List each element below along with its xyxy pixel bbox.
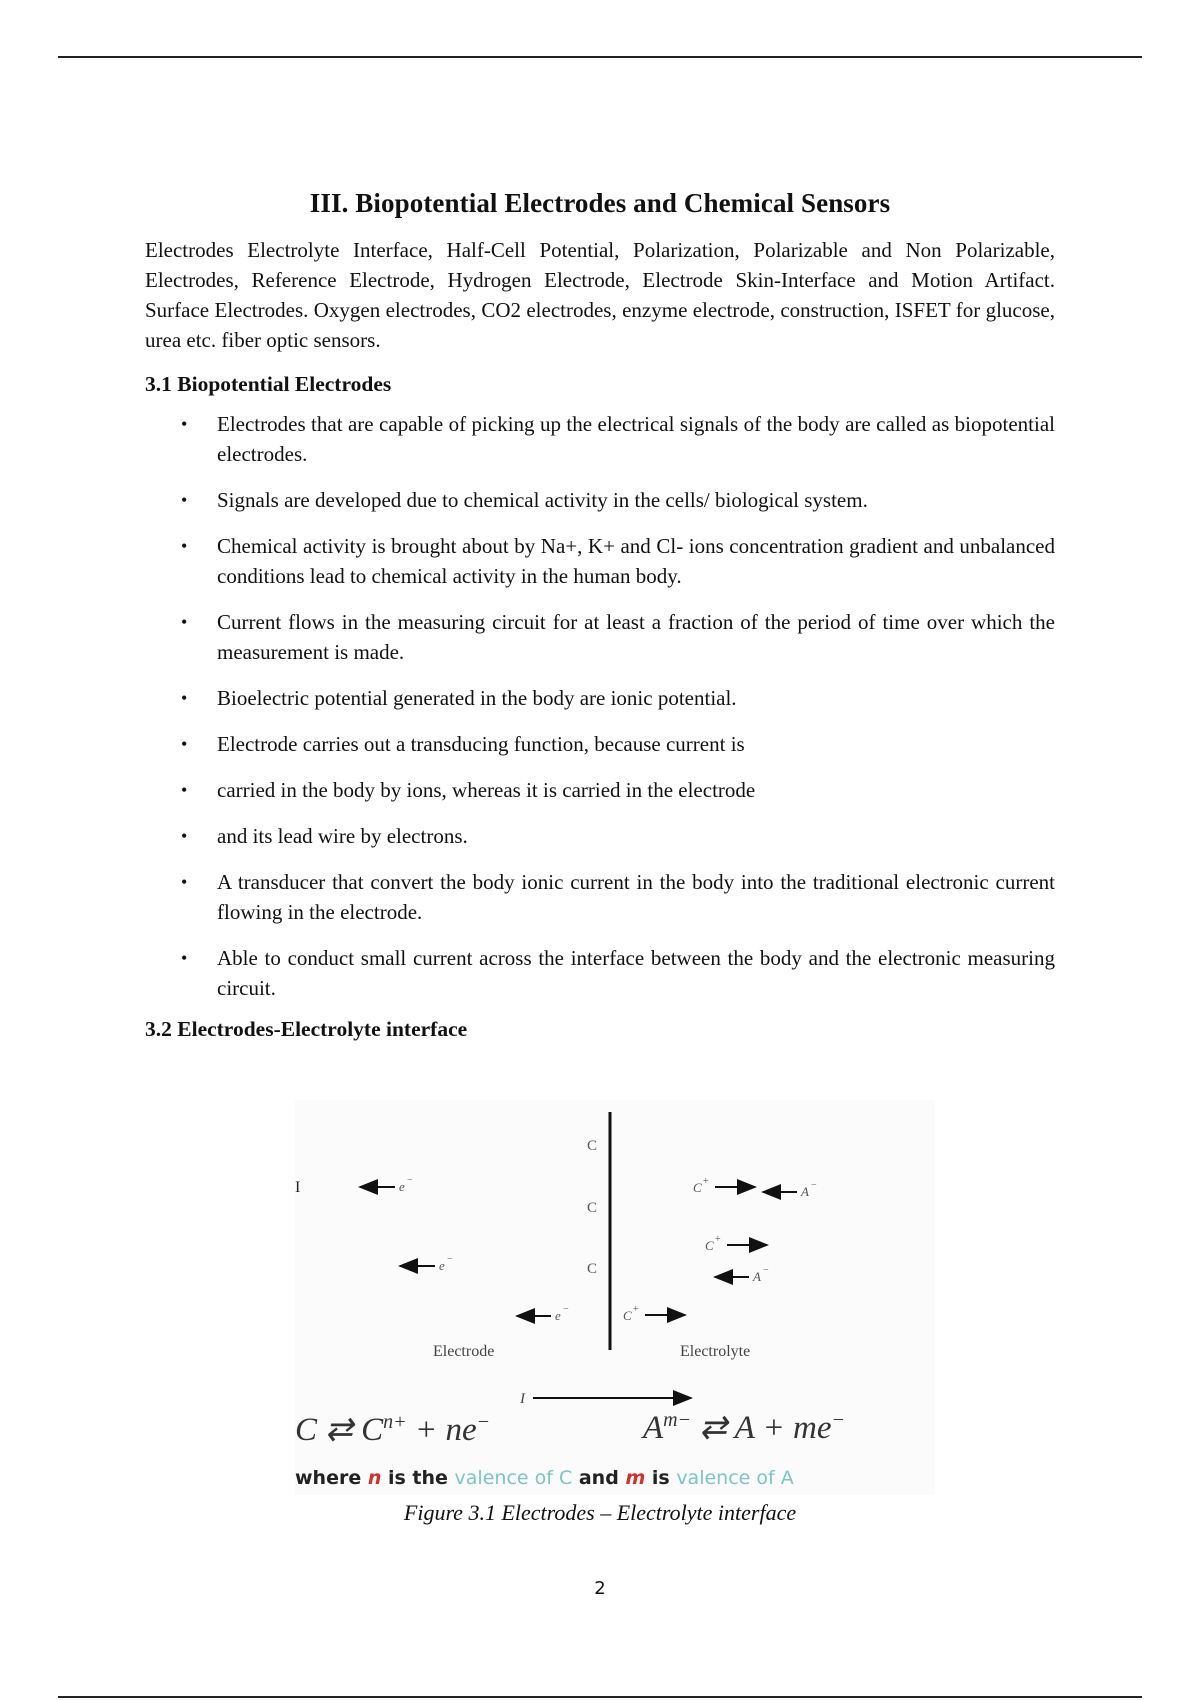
interface-diagram <box>295 1100 935 1495</box>
svg-text:A: A <box>753 1269 761 1284</box>
bullet-dot: • <box>181 780 188 800</box>
metal-atom-label: C <box>587 1138 598 1154</box>
svg-text:e: e <box>399 1179 405 1194</box>
list-item: • Bioelectric potential generated in the body are ionic potential. <box>217 683 1055 713</box>
electrode-electrolyte-figure <box>295 1100 935 1495</box>
left-mark: I <box>295 1179 301 1196</box>
section-heading-3-2: 3.2 Electrodes-Electrolyte interface <box>145 1017 468 1041</box>
section-heading-3-1: 3.1 Biopotential Electrodes <box>145 372 392 396</box>
bullet-list <box>145 409 1055 1003</box>
svg-text:−: − <box>811 1180 817 1191</box>
svg-text:A: A <box>801 1184 809 1199</box>
list-item: • Chemical activity is brought about by Na+, K+ and Cl- ions concentration gradient and unbalanced conditions lead to chemical activity in the human body. <box>217 531 1055 591</box>
svg-text:−: − <box>563 1304 569 1315</box>
list-item: • and its lead wire by electrons. <box>217 821 1055 851</box>
bullet-dot: • <box>181 414 188 434</box>
svg-text:−: − <box>447 1254 453 1265</box>
cation-arrow <box>623 1304 685 1323</box>
electrolyte-label: Electrolyte <box>680 1343 751 1360</box>
list-item: • Signals are developed due to chemical activity in the cells/ biological system. <box>217 485 1055 515</box>
equation-legend: where n is the valence of C and m is valence of A <box>295 1467 794 1489</box>
bullet-dot: • <box>181 948 188 968</box>
cation-arrow <box>693 1176 755 1195</box>
svg-text:−: − <box>763 1265 769 1276</box>
bullet-dot: • <box>181 826 188 846</box>
svg-text:−: − <box>407 1175 413 1186</box>
bullet-dot: • <box>181 872 188 892</box>
bullet-dot: • <box>181 734 188 754</box>
svg-text:+: + <box>715 1234 721 1245</box>
electron-arrow <box>517 1304 569 1323</box>
svg-text:C: C <box>693 1180 702 1195</box>
svg-text:+: + <box>633 1304 639 1315</box>
metal-atom-label: C <box>587 1200 598 1216</box>
svg-text:e: e <box>439 1258 445 1273</box>
cation-arrow <box>705 1234 767 1253</box>
current-label: I <box>520 1391 525 1407</box>
bullet-dot: • <box>181 536 188 556</box>
page-number: 2 <box>594 1578 606 1599</box>
electron-arrow <box>400 1254 453 1273</box>
electrode-label: Electrode <box>433 1343 495 1360</box>
list-item: • A transducer that convert the body ionic current in the body into the traditional electronic current flowing in the electrode. <box>217 867 1055 927</box>
electrolyte-reaction-equation: $A^{m-}$ ⇄ A + me− <box>643 1409 845 1446</box>
bullet-dot: • <box>181 612 188 632</box>
electrode-reaction-equation: C ⇄ $C^{n+} + ne^-$ <box>295 1411 491 1448</box>
header-rule <box>58 56 1142 58</box>
svg-text:+: + <box>703 1176 709 1187</box>
list-item: • Electrodes that are capable of picking up the electrical signals of the body are called as biopotential electrodes. <box>217 409 1055 469</box>
list-item: • Current flows in the measuring circuit for at least a fraction of the period of time over which the measurement is made. <box>217 607 1055 667</box>
anion-arrow <box>715 1265 769 1284</box>
bullet-dot: • <box>181 490 188 510</box>
footer-rule <box>58 1696 1142 1698</box>
page-title: III. Biopotential Electrodes and Chemical Sensors <box>309 188 891 218</box>
syllabus-paragraph: Electrodes Electrolyte Interface, Half-Cell Potential, Polarization, Polarizable and Non Polarizable, Electrodes, Reference Electrode, Hydrogen Electrode, Electrode Skin-Interface and Motion Artifact. Surface Electrodes. Oxygen electrodes, CO2 electrodes, enzyme electrode, construction, ISFET for glucose, urea etc. fiber optic sensors. <box>145 238 1055 352</box>
svg-text:C: C <box>623 1308 632 1323</box>
svg-text:e: e <box>555 1308 561 1323</box>
figure-caption: Figure 3.1 Electrodes – Electrolyte interface <box>403 1500 797 1525</box>
list-item: • Able to conduct small current across the interface between the body and the electronic measuring circuit. <box>217 943 1055 1003</box>
electron-arrow <box>360 1175 413 1194</box>
bullet-dot: • <box>181 688 188 708</box>
page-body <box>145 188 1055 1042</box>
list-item: • Electrode carries out a transducing function, because current is <box>217 729 1055 759</box>
metal-atom-label: C <box>587 1261 598 1277</box>
list-item: • carried in the body by ions, whereas it is carried in the electrode <box>217 775 1055 805</box>
anion-arrow <box>763 1180 817 1199</box>
svg-text:C: C <box>705 1238 714 1253</box>
